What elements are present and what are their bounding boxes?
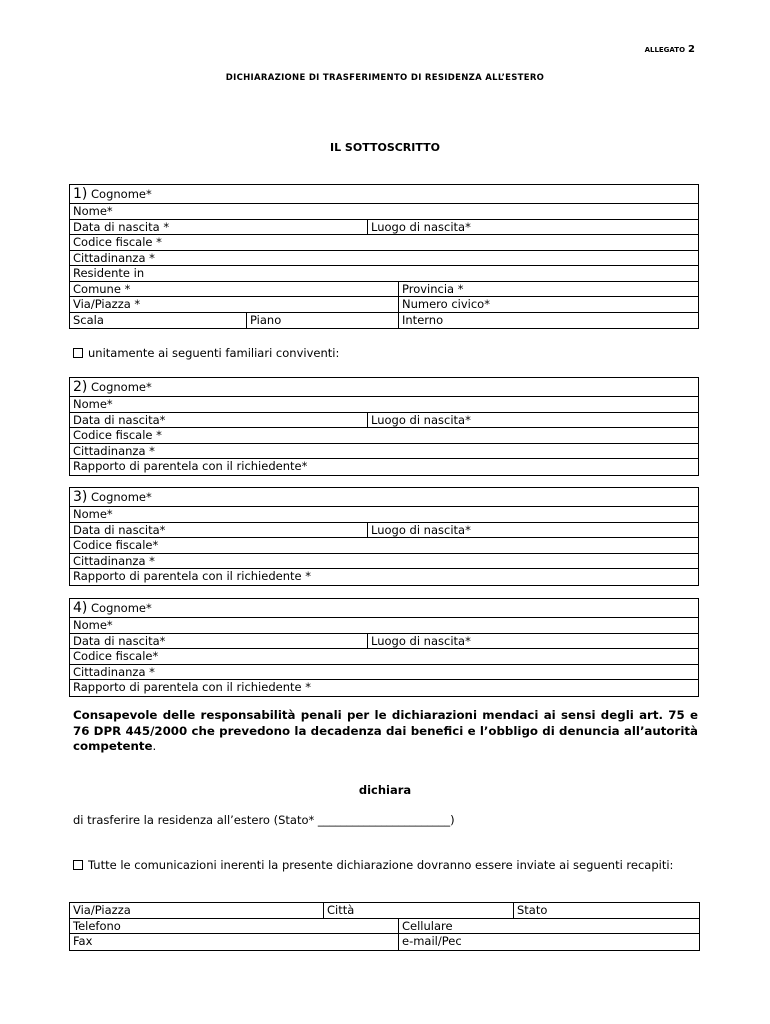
cognome-label: Cognome* — [91, 490, 152, 504]
stato-label: Stato — [513, 903, 699, 918]
section-number: 3) — [73, 489, 88, 505]
checkbox-familiari[interactable] — [73, 348, 83, 358]
row-cittadinanza[interactable] — [70, 554, 698, 570]
fax-label: Fax — [73, 934, 93, 948]
cellulare-label: Cellulare — [398, 919, 699, 934]
codice-fiscale-label: Codice fiscale * — [73, 235, 162, 249]
residente-label: Residente in — [73, 266, 145, 280]
family-intro — [73, 346, 339, 360]
nome-label: Nome* — [73, 397, 113, 411]
rapporto-label: Rapporto di parentela con il richiedente * — [73, 680, 311, 694]
nome-label: Nome* — [73, 507, 113, 521]
section-number: 2) — [73, 379, 88, 395]
row-nome[interactable] — [70, 507, 698, 523]
nome-label: Nome* — [73, 618, 113, 632]
row-cittadinanza[interactable] — [70, 251, 698, 267]
cognome-label: Cognome* — [91, 187, 152, 201]
row-cognome[interactable] — [70, 185, 698, 204]
dichiara-heading: dichiara — [358, 783, 412, 797]
communications-text: Tutte le comunicazioni inerenti la presente dichiarazione dovranno essere inviate ai seguenti recapiti: — [88, 858, 674, 872]
row-indirizzo[interactable] — [70, 903, 699, 919]
row-cittadinanza[interactable] — [70, 665, 698, 681]
row-rapporto[interactable] — [70, 459, 698, 475]
row-residente — [70, 266, 698, 282]
rapporto-label: Rapporto di parentela con il richiedente * — [73, 569, 311, 583]
allegato-text: ALLEGATO — [644, 46, 686, 54]
via-piazza-label: Via/Piazza * — [73, 297, 141, 311]
via-piazza-label: Via/Piazza — [73, 903, 131, 917]
row-nome[interactable] — [70, 204, 698, 220]
luogo-nascita-label: Luogo di nascita* — [367, 220, 698, 235]
interno-label: Interno — [398, 313, 698, 329]
row-cognome[interactable] — [70, 378, 698, 397]
declaration-trailing: . — [152, 739, 157, 753]
cognome-label: Cognome* — [91, 601, 152, 615]
row-telefono[interactable] — [70, 919, 699, 935]
section-number: 4) — [73, 600, 88, 616]
allegato-number: 2 — [688, 44, 695, 55]
scala-label: Scala — [73, 312, 104, 327]
row-nome[interactable] — [70, 397, 698, 413]
cittadinanza-label: Cittadinanza * — [73, 553, 155, 568]
family-member-table-3 — [69, 487, 699, 586]
row-rapporto[interactable] — [70, 680, 698, 696]
section-heading: IL SOTTOSCRITTO — [330, 141, 440, 154]
row-comune[interactable] — [70, 282, 698, 298]
family-member-table-2 — [69, 377, 699, 476]
declaration-paragraph — [73, 708, 698, 755]
comune-label: Comune * — [73, 281, 131, 296]
codice-fiscale-label: Codice fiscale* — [73, 649, 159, 663]
codice-fiscale-label: Codice fiscale* — [73, 538, 159, 552]
citta-label: Città — [323, 903, 513, 918]
luogo-nascita-label: Luogo di nascita* — [367, 634, 698, 649]
contacts-table — [69, 902, 700, 951]
cittadinanza-label: Cittadinanza * — [73, 664, 155, 679]
telefono-label: Telefono — [73, 918, 121, 933]
data-nascita-label: Data di nascita * — [73, 219, 170, 234]
row-cognome[interactable] — [70, 599, 698, 618]
row-nascita[interactable] — [70, 220, 698, 236]
provincia-label: Provincia * — [398, 282, 698, 297]
rapporto-label: Rapporto di parentela con il richiedente* — [73, 459, 308, 473]
row-cittadinanza[interactable] — [70, 444, 698, 460]
nome-label: Nome* — [73, 204, 113, 218]
data-nascita-label: Data di nascita* — [73, 412, 166, 427]
row-scala[interactable] — [70, 313, 698, 329]
row-codice-fiscale[interactable] — [70, 235, 698, 251]
row-codice-fiscale[interactable] — [70, 649, 698, 665]
row-via[interactable] — [70, 297, 698, 313]
applicant-table — [69, 184, 699, 329]
row-codice-fiscale[interactable] — [70, 538, 698, 554]
transfer-statement[interactable]: di trasferire la residenza all’estero (Stato* _______________________) — [73, 813, 455, 827]
numero-civico-label: Numero civico* — [398, 297, 698, 312]
communications-paragraph — [73, 857, 698, 873]
luogo-nascita-label: Luogo di nascita* — [367, 523, 698, 538]
family-member-table-4 — [69, 598, 699, 697]
document-title: DICHIARAZIONE DI TRASFERIMENTO DI RESIDENZA ALL’ESTERO — [225, 73, 545, 83]
codice-fiscale-label: Codice fiscale * — [73, 428, 162, 442]
row-nascita[interactable] — [70, 413, 698, 429]
family-intro-text: unitamente ai seguenti familiari conviventi: — [88, 346, 340, 360]
declaration-bold-text: Consapevole delle responsabilità penali per le dichiarazioni mendaci ai sensi degli art. 75 e 76 DPR 445/2000 che prevedono la decadenza dai benefici e l’obbligo di denuncia all’autorità competente — [73, 708, 698, 753]
allegato-label — [600, 44, 695, 55]
checkbox-comunicazioni[interactable] — [73, 860, 83, 870]
email-pec-label: e-mail/Pec — [398, 934, 699, 950]
section-number: 1) — [73, 186, 88, 202]
row-fax[interactable] — [70, 934, 699, 950]
row-nascita[interactable] — [70, 634, 698, 650]
row-nascita[interactable] — [70, 523, 698, 539]
piano-label: Piano — [246, 313, 398, 329]
row-codice-fiscale[interactable] — [70, 428, 698, 444]
cognome-label: Cognome* — [91, 380, 152, 394]
row-rapporto[interactable] — [70, 569, 698, 585]
cittadinanza-label: Cittadinanza * — [73, 250, 155, 265]
row-nome[interactable] — [70, 618, 698, 634]
luogo-nascita-label: Luogo di nascita* — [367, 413, 698, 428]
cittadinanza-label: Cittadinanza * — [73, 443, 155, 458]
data-nascita-label: Data di nascita* — [73, 633, 166, 648]
data-nascita-label: Data di nascita* — [73, 522, 166, 537]
row-cognome[interactable] — [70, 488, 698, 507]
